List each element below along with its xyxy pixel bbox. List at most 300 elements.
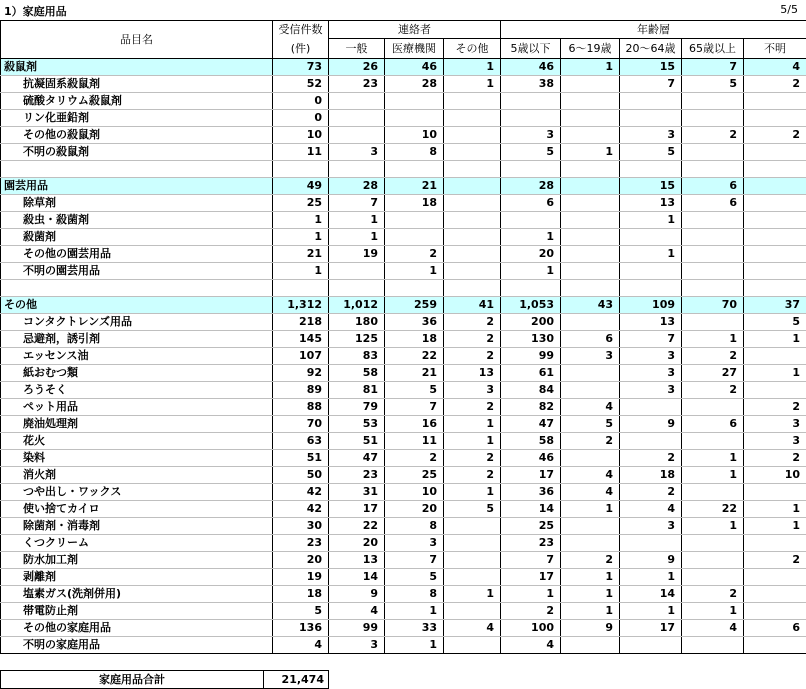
- contact-header-general: 一般: [329, 39, 385, 59]
- value-cell: 1: [682, 450, 744, 467]
- value-cell: 7: [501, 552, 561, 569]
- value-cell: 81: [329, 382, 385, 399]
- value-cell: 145: [273, 331, 329, 348]
- value-cell: [561, 263, 620, 280]
- value-cell: [444, 246, 501, 263]
- item-name-cell: [1, 280, 273, 297]
- value-cell: 1: [561, 603, 620, 620]
- value-cell: [444, 127, 501, 144]
- value-cell: 125: [329, 331, 385, 348]
- value-cell: 26: [329, 59, 385, 76]
- value-cell: [501, 212, 561, 229]
- value-cell: [385, 110, 444, 127]
- item-name-cell: 帯電防止剤: [1, 603, 273, 620]
- value-cell: [444, 229, 501, 246]
- value-cell: 8: [385, 586, 444, 603]
- value-cell: 2: [444, 399, 501, 416]
- value-cell: 15: [620, 59, 682, 76]
- value-cell: 5: [385, 382, 444, 399]
- table-row: [1, 127, 806, 144]
- value-cell: 7: [620, 76, 682, 93]
- table-row: [1, 144, 806, 161]
- value-cell: 1: [744, 365, 806, 382]
- value-cell: 84: [501, 382, 561, 399]
- value-cell: 20: [329, 535, 385, 552]
- value-cell: [561, 127, 620, 144]
- value-cell: 0: [273, 110, 329, 127]
- value-cell: 99: [501, 348, 561, 365]
- value-cell: [444, 535, 501, 552]
- value-cell: 6: [682, 195, 744, 212]
- value-cell: 1: [682, 331, 744, 348]
- item-name-header: 品目名: [1, 21, 273, 59]
- value-cell: 5: [385, 569, 444, 586]
- value-cell: [744, 212, 806, 229]
- value-cell: 10: [385, 127, 444, 144]
- value-cell: 61: [501, 365, 561, 382]
- value-cell: 7: [385, 399, 444, 416]
- value-cell: [444, 195, 501, 212]
- value-cell: 46: [385, 59, 444, 76]
- item-name-cell: 殺菌剤: [1, 229, 273, 246]
- item-name-cell: その他の園芸用品: [1, 246, 273, 263]
- age-header-65plus: 65歳以上: [682, 39, 744, 59]
- value-cell: [744, 586, 806, 603]
- value-cell: [620, 433, 682, 450]
- value-cell: 17: [329, 501, 385, 518]
- value-cell: 6: [561, 331, 620, 348]
- item-name-cell: 園芸用品: [1, 178, 273, 195]
- age-header-20-64: 20～64歳: [620, 39, 682, 59]
- table-row: [1, 450, 806, 467]
- value-cell: 22: [329, 518, 385, 535]
- value-cell: [620, 637, 682, 654]
- value-cell: 31: [329, 484, 385, 501]
- value-cell: 4: [329, 603, 385, 620]
- value-cell: 218: [273, 314, 329, 331]
- value-cell: 2: [744, 127, 806, 144]
- item-name-cell: その他の殺鼠剤: [1, 127, 273, 144]
- spacer-row: [1, 161, 806, 178]
- value-cell: 8: [385, 518, 444, 535]
- value-cell: [444, 263, 501, 280]
- value-cell: 2: [744, 399, 806, 416]
- value-cell: [620, 263, 682, 280]
- value-cell: 41: [444, 297, 501, 314]
- value-cell: 23: [329, 467, 385, 484]
- value-cell: [444, 603, 501, 620]
- item-name-cell: その他の家庭用品: [1, 620, 273, 637]
- value-cell: 5: [682, 76, 744, 93]
- table-row: [1, 110, 806, 127]
- value-cell: 6: [744, 620, 806, 637]
- value-cell: [744, 569, 806, 586]
- value-cell: 3: [620, 127, 682, 144]
- value-cell: 1: [501, 586, 561, 603]
- value-cell: 9: [561, 620, 620, 637]
- item-name-cell: 不明の家庭用品: [1, 637, 273, 654]
- value-cell: [744, 382, 806, 399]
- value-cell: 46: [501, 59, 561, 76]
- value-cell: 21: [273, 246, 329, 263]
- value-cell: [444, 178, 501, 195]
- value-cell: 3: [444, 382, 501, 399]
- value-cell: [561, 518, 620, 535]
- item-name-cell: リン化亜鉛剤: [1, 110, 273, 127]
- section-title: 1）家庭用品: [4, 5, 67, 18]
- value-cell: [444, 110, 501, 127]
- table-row: [1, 620, 806, 637]
- page-number: 5/5: [780, 3, 798, 16]
- table-row: [1, 348, 806, 365]
- table-row: [1, 365, 806, 382]
- value-cell: 27: [682, 365, 744, 382]
- value-cell: 9: [620, 552, 682, 569]
- value-cell: [444, 518, 501, 535]
- value-cell: 83: [329, 348, 385, 365]
- table-row: [1, 212, 806, 229]
- value-cell: 7: [620, 331, 682, 348]
- value-cell: [620, 399, 682, 416]
- value-cell: 5: [501, 144, 561, 161]
- value-cell: 9: [620, 416, 682, 433]
- value-cell: 25: [385, 467, 444, 484]
- value-cell: 33: [385, 620, 444, 637]
- value-cell: [561, 382, 620, 399]
- category-row: [1, 178, 806, 195]
- value-cell: [744, 263, 806, 280]
- value-cell: [744, 246, 806, 263]
- value-cell: [561, 195, 620, 212]
- table-row: [1, 484, 806, 501]
- value-cell: 107: [273, 348, 329, 365]
- item-name-cell: 紙おむつ類: [1, 365, 273, 382]
- value-cell: 23: [501, 535, 561, 552]
- age-header-under5: 5歳以下: [501, 39, 561, 59]
- value-cell: 4: [682, 620, 744, 637]
- value-cell: 1: [444, 586, 501, 603]
- value-cell: 51: [273, 450, 329, 467]
- value-cell: 22: [682, 501, 744, 518]
- value-cell: [682, 229, 744, 246]
- table-row: [1, 433, 806, 450]
- contact-header-other: その他: [444, 39, 501, 59]
- received-count-header: 受信件数: [273, 21, 329, 39]
- value-cell: 1: [329, 212, 385, 229]
- item-name-cell: エッセンス油: [1, 348, 273, 365]
- value-cell: 5: [273, 603, 329, 620]
- value-cell: [682, 637, 744, 654]
- received-unit-header: (件): [273, 39, 329, 59]
- table-row: [1, 586, 806, 603]
- value-cell: 73: [273, 59, 329, 76]
- value-cell: 20: [273, 552, 329, 569]
- value-cell: 63: [273, 433, 329, 450]
- value-cell: 47: [329, 450, 385, 467]
- item-name-cell: つや出し・ワックス: [1, 484, 273, 501]
- age-header-unknown: 不明: [744, 39, 806, 59]
- value-cell: 1: [561, 569, 620, 586]
- value-cell: [620, 535, 682, 552]
- total-label: 家庭用品合計: [1, 671, 264, 689]
- category-row: [1, 59, 806, 76]
- value-cell: 50: [273, 467, 329, 484]
- value-cell: [744, 178, 806, 195]
- value-cell: 14: [620, 586, 682, 603]
- value-cell: 3: [620, 382, 682, 399]
- table-row: [1, 93, 806, 110]
- value-cell: 11: [385, 433, 444, 450]
- value-cell: [385, 280, 444, 297]
- value-cell: 1: [273, 229, 329, 246]
- value-cell: 28: [501, 178, 561, 195]
- value-cell: [561, 229, 620, 246]
- table-row: [1, 314, 806, 331]
- value-cell: [561, 161, 620, 178]
- value-cell: 1,053: [501, 297, 561, 314]
- item-name-cell: 廃油処理剤: [1, 416, 273, 433]
- value-cell: 2: [444, 467, 501, 484]
- item-name-cell: 殺虫・殺菌剤: [1, 212, 273, 229]
- value-cell: 2: [444, 331, 501, 348]
- value-cell: 92: [273, 365, 329, 382]
- value-cell: 200: [501, 314, 561, 331]
- item-name-cell: ろうそく: [1, 382, 273, 399]
- value-cell: 1: [444, 433, 501, 450]
- value-cell: 3: [744, 416, 806, 433]
- value-cell: 3: [501, 127, 561, 144]
- value-cell: 3: [329, 637, 385, 654]
- category-row: [1, 297, 806, 314]
- table-row: [1, 603, 806, 620]
- item-name-cell: 塩素ガス(洗剤併用): [1, 586, 273, 603]
- value-cell: 17: [620, 620, 682, 637]
- contact-group-header: 連絡者: [329, 21, 501, 39]
- value-cell: 17: [501, 569, 561, 586]
- item-name-cell: 消火剤: [1, 467, 273, 484]
- value-cell: 14: [501, 501, 561, 518]
- value-cell: [620, 161, 682, 178]
- value-cell: [744, 348, 806, 365]
- value-cell: [744, 280, 806, 297]
- value-cell: [682, 263, 744, 280]
- age-group-header: 年齢層: [501, 21, 806, 39]
- value-cell: 2: [561, 433, 620, 450]
- value-cell: 3: [329, 144, 385, 161]
- value-cell: [561, 246, 620, 263]
- value-cell: 79: [329, 399, 385, 416]
- table-row: [1, 501, 806, 518]
- value-cell: [444, 144, 501, 161]
- value-cell: 1: [501, 263, 561, 280]
- value-cell: [682, 535, 744, 552]
- value-cell: [501, 110, 561, 127]
- value-cell: 1: [385, 603, 444, 620]
- value-cell: [561, 76, 620, 93]
- value-cell: [501, 280, 561, 297]
- value-cell: 7: [329, 195, 385, 212]
- value-cell: 136: [273, 620, 329, 637]
- value-cell: [561, 314, 620, 331]
- value-cell: [561, 212, 620, 229]
- value-cell: 20: [501, 246, 561, 263]
- value-cell: 2: [444, 348, 501, 365]
- value-cell: 4: [561, 399, 620, 416]
- table-row: [1, 416, 806, 433]
- value-cell: [744, 195, 806, 212]
- value-cell: [561, 450, 620, 467]
- value-cell: 25: [273, 195, 329, 212]
- value-cell: [273, 280, 329, 297]
- value-cell: 4: [444, 620, 501, 637]
- value-cell: 100: [501, 620, 561, 637]
- value-cell: 49: [273, 178, 329, 195]
- value-cell: [329, 110, 385, 127]
- value-cell: 36: [501, 484, 561, 501]
- value-cell: 13: [620, 314, 682, 331]
- value-cell: [561, 365, 620, 382]
- table-row: [1, 229, 806, 246]
- value-cell: [329, 161, 385, 178]
- value-cell: 2: [385, 246, 444, 263]
- value-cell: 2: [682, 382, 744, 399]
- value-cell: 13: [620, 195, 682, 212]
- value-cell: [682, 110, 744, 127]
- item-name-cell: ペット用品: [1, 399, 273, 416]
- item-name-cell: 花火: [1, 433, 273, 450]
- value-cell: [444, 280, 501, 297]
- value-cell: 2: [444, 314, 501, 331]
- value-cell: 18: [385, 331, 444, 348]
- value-cell: 2: [561, 552, 620, 569]
- value-cell: 5: [561, 416, 620, 433]
- item-name-cell: 不明の園芸用品: [1, 263, 273, 280]
- value-cell: 4: [561, 467, 620, 484]
- value-cell: 99: [329, 620, 385, 637]
- value-cell: 1: [744, 501, 806, 518]
- contact-header-medical: 医療機関: [385, 39, 444, 59]
- value-cell: [744, 144, 806, 161]
- value-cell: 1: [561, 586, 620, 603]
- item-name-cell: 防水加工剤: [1, 552, 273, 569]
- value-cell: 22: [385, 348, 444, 365]
- value-cell: [501, 93, 561, 110]
- value-cell: 28: [329, 178, 385, 195]
- value-cell: [744, 229, 806, 246]
- value-cell: [744, 535, 806, 552]
- value-cell: 20: [385, 501, 444, 518]
- value-cell: [444, 552, 501, 569]
- value-cell: 18: [273, 586, 329, 603]
- value-cell: 2: [682, 586, 744, 603]
- table-row: [1, 569, 806, 586]
- value-cell: 70: [273, 416, 329, 433]
- value-cell: [444, 161, 501, 178]
- item-name-cell: 忌避剤，誘引剤: [1, 331, 273, 348]
- value-cell: [682, 246, 744, 263]
- value-cell: [329, 263, 385, 280]
- value-cell: 3: [620, 348, 682, 365]
- value-cell: 37: [744, 297, 806, 314]
- table-row: [1, 263, 806, 280]
- value-cell: [561, 110, 620, 127]
- value-cell: 1: [501, 229, 561, 246]
- value-cell: 2: [620, 484, 682, 501]
- value-cell: 3: [620, 518, 682, 535]
- table-body: [1, 59, 806, 654]
- value-cell: 0: [273, 93, 329, 110]
- table-row: [1, 518, 806, 535]
- value-cell: [620, 110, 682, 127]
- value-cell: [385, 161, 444, 178]
- value-cell: 1: [682, 518, 744, 535]
- item-name-cell: 剥離剤: [1, 569, 273, 586]
- value-cell: 58: [329, 365, 385, 382]
- total-value: 21,474: [264, 671, 329, 689]
- value-cell: [385, 229, 444, 246]
- value-cell: [744, 603, 806, 620]
- value-cell: 3: [744, 433, 806, 450]
- item-name-cell: その他: [1, 297, 273, 314]
- value-cell: 9: [329, 586, 385, 603]
- value-cell: 4: [501, 637, 561, 654]
- value-cell: 1: [444, 59, 501, 76]
- value-cell: [561, 178, 620, 195]
- value-cell: 6: [682, 178, 744, 195]
- value-cell: [620, 280, 682, 297]
- value-cell: 82: [501, 399, 561, 416]
- value-cell: 180: [329, 314, 385, 331]
- value-cell: 1,012: [329, 297, 385, 314]
- value-cell: [682, 144, 744, 161]
- value-cell: [682, 399, 744, 416]
- value-cell: [682, 569, 744, 586]
- value-cell: 4: [561, 484, 620, 501]
- value-cell: 23: [329, 76, 385, 93]
- value-cell: [682, 212, 744, 229]
- value-cell: 53: [329, 416, 385, 433]
- value-cell: 1: [444, 416, 501, 433]
- value-cell: [744, 110, 806, 127]
- value-cell: [744, 484, 806, 501]
- value-cell: 2: [744, 76, 806, 93]
- value-cell: 1: [444, 76, 501, 93]
- value-cell: 1: [744, 518, 806, 535]
- value-cell: 10: [744, 467, 806, 484]
- item-name-cell: 殺鼠剤: [1, 59, 273, 76]
- item-name-cell: 使い捨てカイロ: [1, 501, 273, 518]
- value-cell: [682, 484, 744, 501]
- value-cell: 2: [501, 603, 561, 620]
- value-cell: 1: [561, 59, 620, 76]
- value-cell: [329, 93, 385, 110]
- value-cell: 1: [620, 569, 682, 586]
- value-cell: 18: [620, 467, 682, 484]
- value-cell: [561, 637, 620, 654]
- value-cell: 109: [620, 297, 682, 314]
- value-cell: 4: [273, 637, 329, 654]
- value-cell: 1: [385, 263, 444, 280]
- value-cell: [682, 314, 744, 331]
- table-row: [1, 399, 806, 416]
- value-cell: [385, 212, 444, 229]
- value-cell: 1: [385, 637, 444, 654]
- value-cell: 43: [561, 297, 620, 314]
- value-cell: 58: [501, 433, 561, 450]
- value-cell: 7: [385, 552, 444, 569]
- value-cell: 6: [682, 416, 744, 433]
- value-cell: 16: [385, 416, 444, 433]
